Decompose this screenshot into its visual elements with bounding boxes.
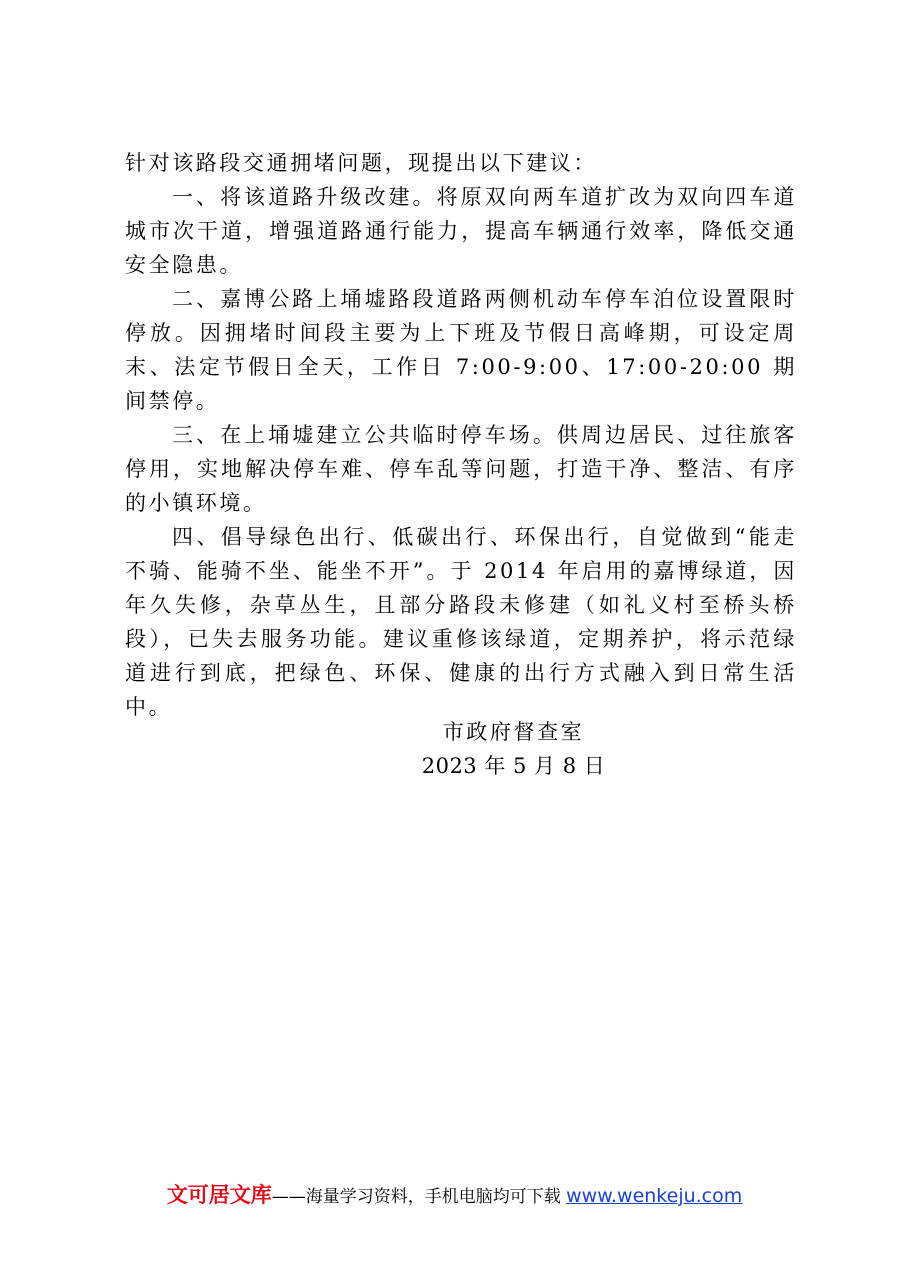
document-body (125, 146, 797, 724)
suggestion-3-paragraph: 三、在上埇墟建立公共临时停车场。供周边居民、过往旅客停用，实地解决停车难、停车乱等问题，打造干净、整洁、有序的小镇环境。 (125, 423, 797, 515)
suggestion-1-paragraph: 一、将该道路升级改建。将原双向两车道扩改为双向四车道城市次干道，增强道路通行能力，提高车辆通行效率，降低交通安全隐患。 (125, 185, 797, 277)
footer-banner (0, 1180, 909, 1212)
footer-slogan: ——海量学习资料，手机电脑均可下载 (271, 1187, 561, 1207)
footer-brand: 文可居文库 (166, 1183, 272, 1207)
footer-website-link[interactable]: www.wenkeju.com (566, 1185, 743, 1207)
intro-paragraph: 针对该路段交通拥堵问题，现提出以下建议： (125, 151, 597, 175)
signature-date: 2023 年 5 月 8 日 (421, 754, 606, 778)
suggestion-4-paragraph: 四、倡导绿色出行、低碳出行、环保出行，自觉做到“能走不骑、能骑不坐、能坐不开”。于 2014 年启用的嘉博绿道，因年久失修，杂草丛生，且部分路段未修建（如礼义村至桥头桥段），已失去服务功能。建议重修该绿道，定期养护，将示范绿道进行到底，把绿色、环保、健康的出行方式融入到日常生活中。 (125, 525, 797, 719)
suggestion-2-paragraph: 二、嘉博公路上埇墟路段道路两侧机动车停车泊位设置限时停放。因拥堵时间段主要为上下班及节假日高峰期，可设定周末、法定节假日全天，工作日 7:00-9:00、17:00-20:00 期间禁停。 (125, 287, 797, 413)
signature-organization: 市政府督查室 (442, 720, 585, 744)
